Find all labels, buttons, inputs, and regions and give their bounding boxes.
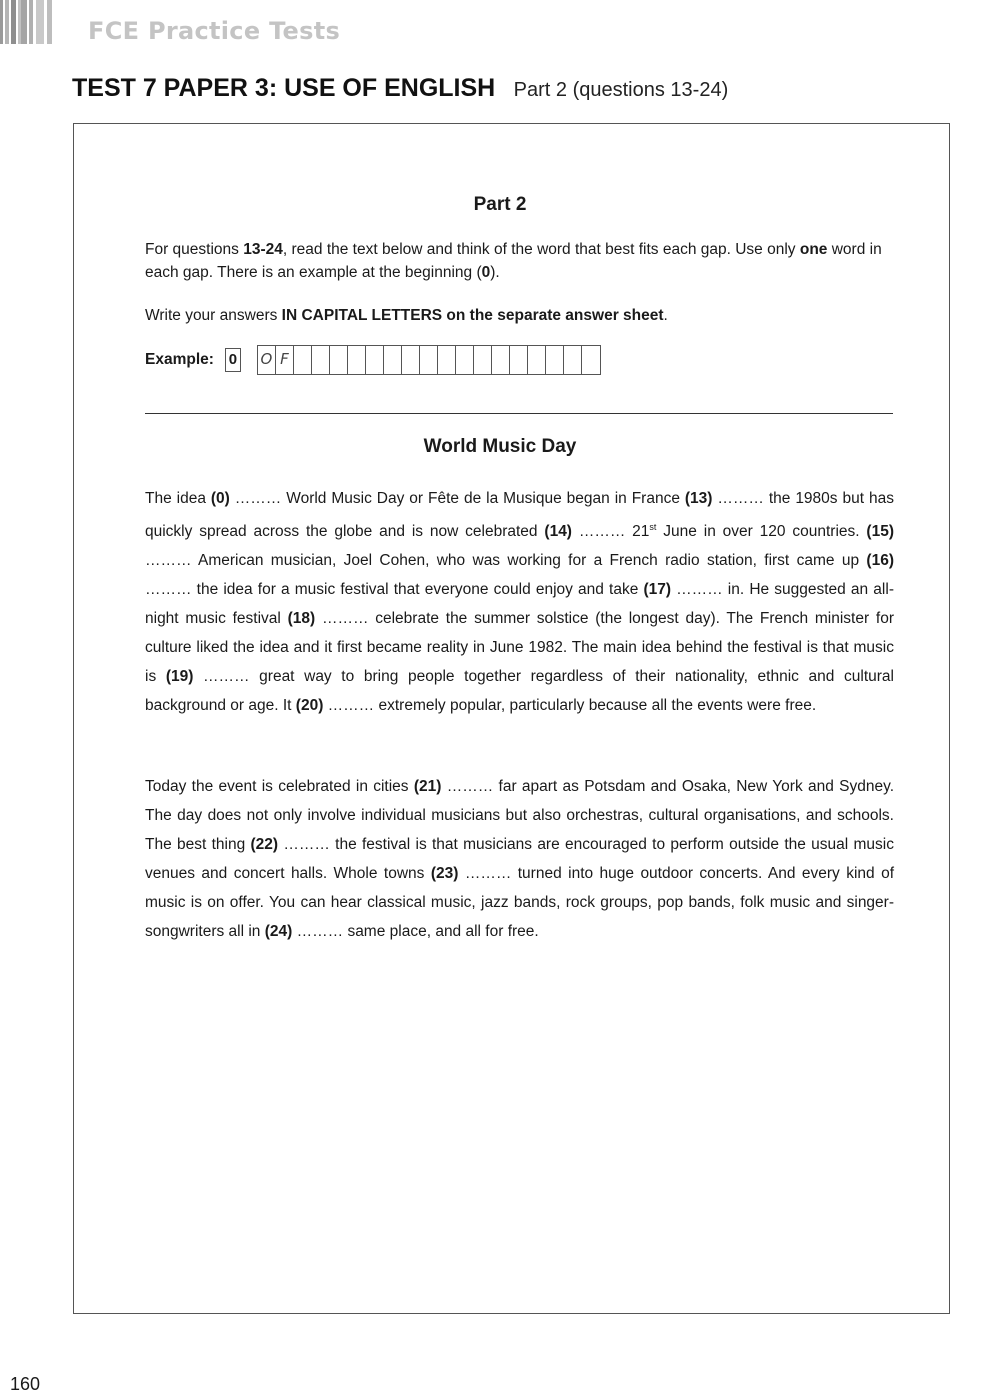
example-label: Example:: [145, 351, 214, 368]
instructions-example-ref: 0: [481, 264, 491, 281]
instructions-text: word in each gap. There is an example at the beginning (: [145, 241, 882, 281]
answer-letter-box: [564, 346, 582, 374]
stripe-decoration: [36, 0, 44, 44]
text-paragraph-2: [145, 772, 894, 946]
text-fragment: ……… turned into huge outdoor concerts. And every kind of music is on offer. You can hear classical music, jazz bands, rock groups, pop bands, folk music and singer-songwriters all in: [145, 865, 894, 940]
text-fragment: ……… celebrate the summer solstice (the longest day). The French minister for culture liked the idea and it first became reality in June 1982. The main idea behind the festival is that music is: [145, 610, 895, 686]
answer-letter-box: [366, 346, 384, 374]
answer-letter-box: [528, 346, 546, 374]
part-heading: Part 2: [473, 194, 527, 215]
answer-letter-box: [348, 346, 366, 374]
gap-number: (18): [287, 610, 316, 628]
answer-letter-box: [438, 346, 456, 374]
gap-number: (23): [430, 865, 459, 882]
instructions-text: ).: [490, 264, 500, 281]
gap-number: (16): [866, 552, 894, 570]
answer-letter-box: [420, 346, 438, 374]
example-number-box: 0: [225, 348, 241, 372]
text-fragment: ……… extremely popular, particularly because all the events were free.: [323, 697, 817, 715]
instructions-text: For questions: [145, 241, 244, 258]
answer-letter-box: F: [276, 346, 294, 374]
answer-letter-box: [402, 346, 420, 374]
gap-number: (20): [295, 697, 324, 715]
text-fragment: ……… far apart as Potsdam and Osaka, New York and Sydney. The day does not only involve individual musicians but also orchestras, cultural organisations, and schools. The best thing: [145, 778, 894, 853]
text-paragraph-1: [145, 484, 894, 720]
text-title: World Music Day: [423, 436, 577, 457]
answer-letter-box: [510, 346, 528, 374]
text-fragment: ……… the festival is that musicians are encouraged to perform outside the usual music venues and concert halls. Whole towns: [145, 836, 894, 882]
answer-instruction: [145, 304, 895, 327]
gap-number: (14): [544, 523, 572, 541]
text-fragment: ……… in. He suggested an all-night music festival: [145, 581, 894, 628]
stripe-decoration: [47, 0, 52, 44]
instructions-text: , read the text below and think of the word that best fits each gap. Use only: [282, 241, 800, 258]
text-fragment: ……… great way to bring people together regardless of their nationality, ethnic and cultural background or age. It: [145, 668, 894, 715]
instructions-question-range: 13-24: [243, 241, 283, 258]
answer-letter-box: [474, 346, 492, 374]
text-fragment: ……… World Music Day or Fête de la Musique began in France: [229, 490, 685, 507]
answer-letter-box: [330, 346, 348, 374]
ordinal-suffix: st: [649, 522, 657, 532]
header-stripes-decoration: [0, 0, 76, 44]
running-head: FCE Practice Tests: [88, 17, 341, 45]
answer-letter-box: [294, 346, 312, 374]
gap-number: (17): [643, 581, 672, 599]
answer-letter-box: [456, 346, 474, 374]
answer-letter-box: [312, 346, 330, 374]
gap-number: (24): [264, 923, 293, 940]
gap-number: (15): [866, 523, 894, 541]
divider-line: [145, 413, 893, 414]
answer-letter-box: [582, 346, 600, 374]
example-row: [145, 345, 601, 375]
answer-letter-box: [384, 346, 402, 374]
example-answer-boxes: [257, 345, 601, 375]
text-fragment: ……… same place, and all for free.: [292, 923, 539, 940]
gap-number: (13): [684, 490, 713, 507]
page-number: 160: [10, 1374, 41, 1394]
text-fragment: ……… the idea for a music festival that everyone could enjoy and take: [145, 581, 644, 599]
page-title-row: [72, 74, 728, 103]
answer-instruction-text: Write your answers: [145, 307, 282, 324]
gap-number: (19): [165, 668, 194, 686]
answer-instruction-text: .: [663, 307, 668, 324]
text-fragment: Today the event is celebrated in cities: [145, 778, 414, 795]
gap-number: (0): [210, 490, 230, 507]
gap-number: (22): [250, 836, 279, 853]
text-fragment: ……… the 1980s but has quickly spread across the globe and is now celebrated: [145, 490, 894, 541]
text-fragment: ……… American musician, Joel Cohen, who was working for a French radio station, first came up: [145, 552, 867, 570]
instructions-emphasis: one: [799, 241, 828, 258]
answer-letter-box: [492, 346, 510, 374]
page-title: TEST 7 PAPER 3: USE OF ENGLISH: [72, 74, 496, 102]
page-subtitle: Part 2 (questions 13-24): [513, 79, 729, 101]
answer-letter-box: O: [258, 346, 276, 374]
instructions-paragraph: [145, 238, 895, 284]
answer-letter-box: [546, 346, 564, 374]
text-fragment: The idea: [145, 490, 211, 507]
gap-number: (21): [413, 778, 442, 795]
text-fragment: June in over 120 countries.: [656, 523, 867, 541]
text-fragment: ……… 21: [571, 523, 650, 541]
answer-instruction-emphasis: IN CAPITAL LETTERS on the separate answer sheet: [281, 307, 664, 324]
